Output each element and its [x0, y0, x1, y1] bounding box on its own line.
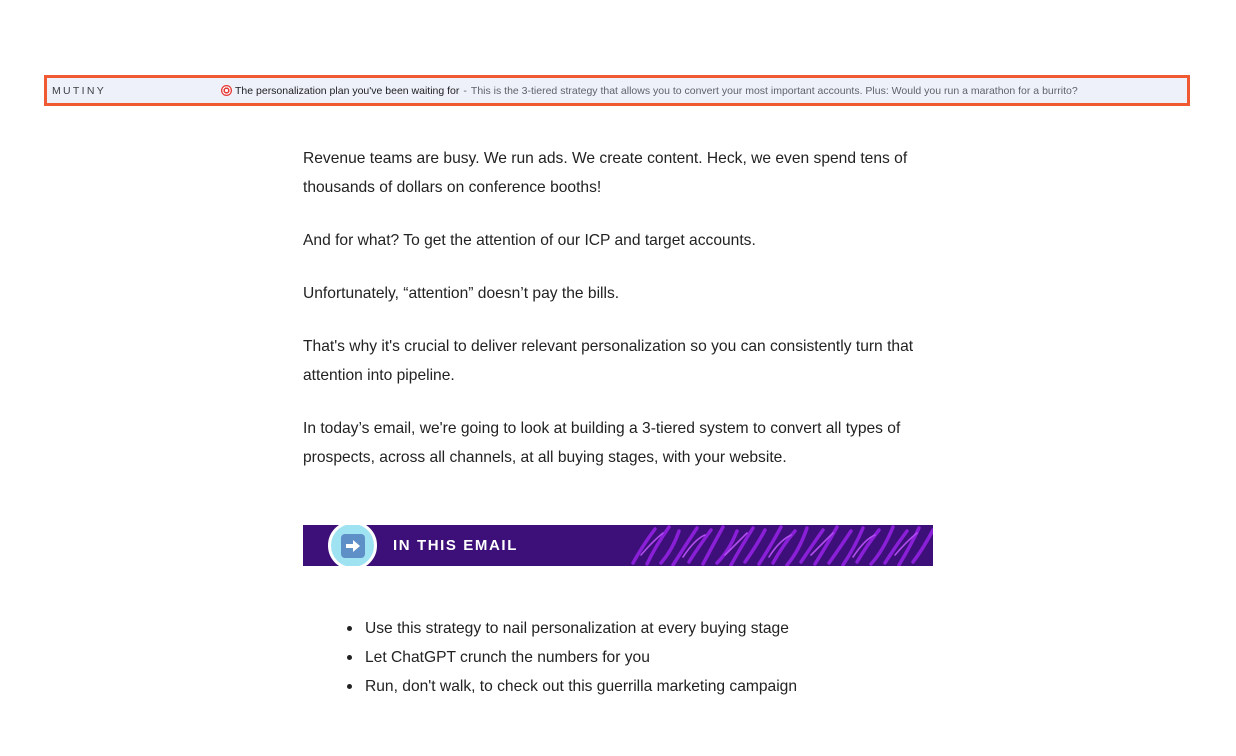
paragraph-bills: Unfortunately, “attention” doesn’t pay the bills.: [303, 285, 620, 302]
email-subject: The personalization plan you've been waiting for: [235, 84, 460, 97]
in-this-email-banner: [303, 525, 933, 566]
list-item: Let ChatGPT crunch the numbers for you: [343, 643, 797, 672]
in-this-email-list: [343, 614, 797, 701]
subject-separator: -: [463, 84, 467, 97]
sender-name: MUTINY: [52, 84, 107, 97]
target-icon: [221, 85, 232, 96]
list-item: Run, don't walk, to check out this guerrilla marketing campaign: [343, 672, 797, 701]
banner-icon-badge: [328, 525, 377, 566]
paragraph-intro: Revenue teams are busy. We run ads. We create content. Heck, we even spend tens of thousands of dollars on conference booths!: [303, 150, 908, 196]
right-arrow-icon: [341, 534, 365, 558]
email-preview: This is the 3-tiered strategy that allows you to convert your most important accounts. Plus: Would you run a marathon for a burrito?: [470, 84, 1078, 97]
email-body: [303, 144, 943, 496]
banner-stripes-decoration: [613, 525, 933, 566]
paragraph-attention: And for what? To get the attention of our ICP and target accounts.: [303, 232, 756, 249]
paragraph-system: In today’s email, we're going to look at building a 3-tiered system to convert all types of prospects, across all channels, at all buying stages, with your website.: [303, 420, 901, 466]
list-item: Use this strategy to nail personalization at every buying stage: [343, 614, 797, 643]
paragraph-personalization: That's why it's crucial to deliver relevant personalization so you can consistently turn that attention into pipeline.: [303, 338, 914, 384]
email-list-row[interactable]: [44, 75, 1190, 106]
banner-title: IN THIS EMAIL: [393, 537, 518, 554]
